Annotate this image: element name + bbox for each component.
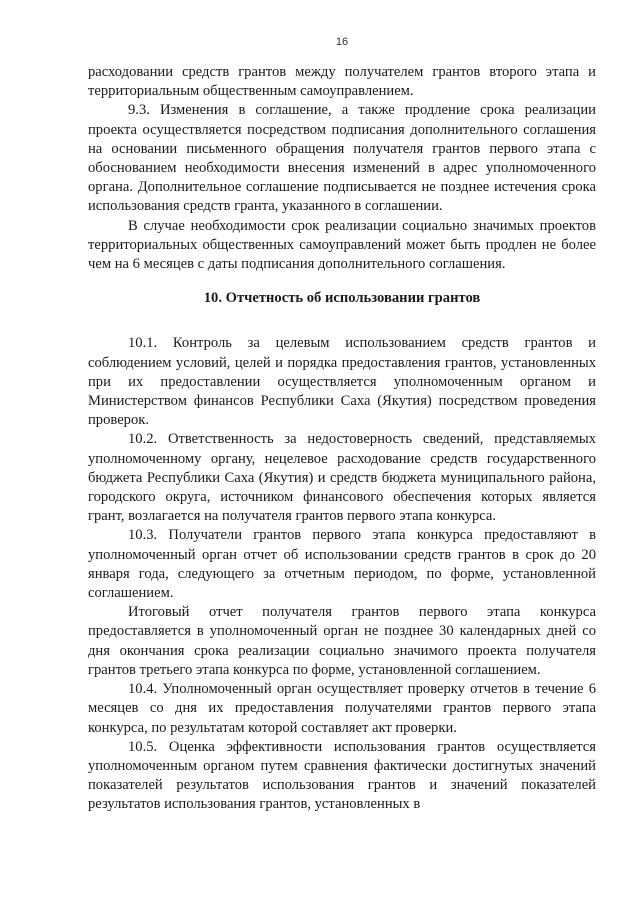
spacer <box>88 308 596 334</box>
paragraph-continuation: расходовании средств грантов между получателем грантов второго этапа и территориальным общественным самоуправлением. <box>88 64 596 100</box>
page-content <box>88 63 596 815</box>
paragraph-10-3-final-report: Итоговый отчет получателя грантов первого этапа конкурса предоставляется в уполномоченный орган не позднее 30 календарных дней со дня окончания срока реализации социально значимого проекта получателя грантов третьего этапа конкурса по форме, установленной соглашением. <box>88 604 596 678</box>
paragraph-10-5: 10.5. Оценка эффективности использования грантов осуществляется уполномоченным органом путем сравнения фактически достигнутых значений показателей результатов использования грантов и значений показателей результатов использования грантов, установленных в <box>88 738 596 813</box>
page-number: 16 <box>335 36 349 48</box>
paragraph-10-3: 10.3. Получатели грантов первого этапа конкурса предоставляют в уполномоченный орган отчет об использовании средств грантов в срок до 20 января года, следующего за отчетным периодом, по форме, установленной соглашением. <box>88 527 596 602</box>
paragraph-10-1: 10.1. Контроль за целевым использованием средств грантов и соблюдением условий, целей и порядка предоставления грантов, установленных при их предоставлении осуществляется уполномоченным органом и Министерством финансов Республики Саха (Якутия) посредством проведения проверок. <box>88 335 596 429</box>
paragraph-10-2: 10.2. Ответственность за недостоверность сведений, представляемых уполномоченному органу, нецелевое расходование средств государственного бюджета Республики Саха (Якутия) и средств бюджета муниципального района, городского округа, источником финансового обеспечения которых является грант, возлагается на получателя грантов первого этапа конкурса. <box>88 431 596 525</box>
paragraph-9-3: 9.3. Изменения в соглашение, а также продление срока реализации проекта осуществляется посредством подписания дополнительного соглашения на основании письменного обращения получателя грантов первого этапа с обоснованием необходимости внесения изменений в адрес уполномоченного органа. Дополнительное соглашение подписывается не позднее истечения срока использования средств гранта, указанного в соглашении. <box>88 102 596 215</box>
paragraph-10-4: 10.4. Уполномоченный орган осуществляет проверку отчетов в течение 6 месяцев со дня их предоставления получателями грантов первого этапа конкурса, по результатам которой составляет акт проверки. <box>88 681 596 736</box>
section-heading: 10. Отчетность об использовании грантов <box>203 290 481 307</box>
spacer <box>88 274 596 289</box>
paragraph-9-3-extension: В случае необходимости срок реализации социально значимых проектов территориальных общественных самоуправлений может быть продлен не более чем на 6 месяцев с даты подписания дополнительного соглашения. <box>88 217 596 273</box>
